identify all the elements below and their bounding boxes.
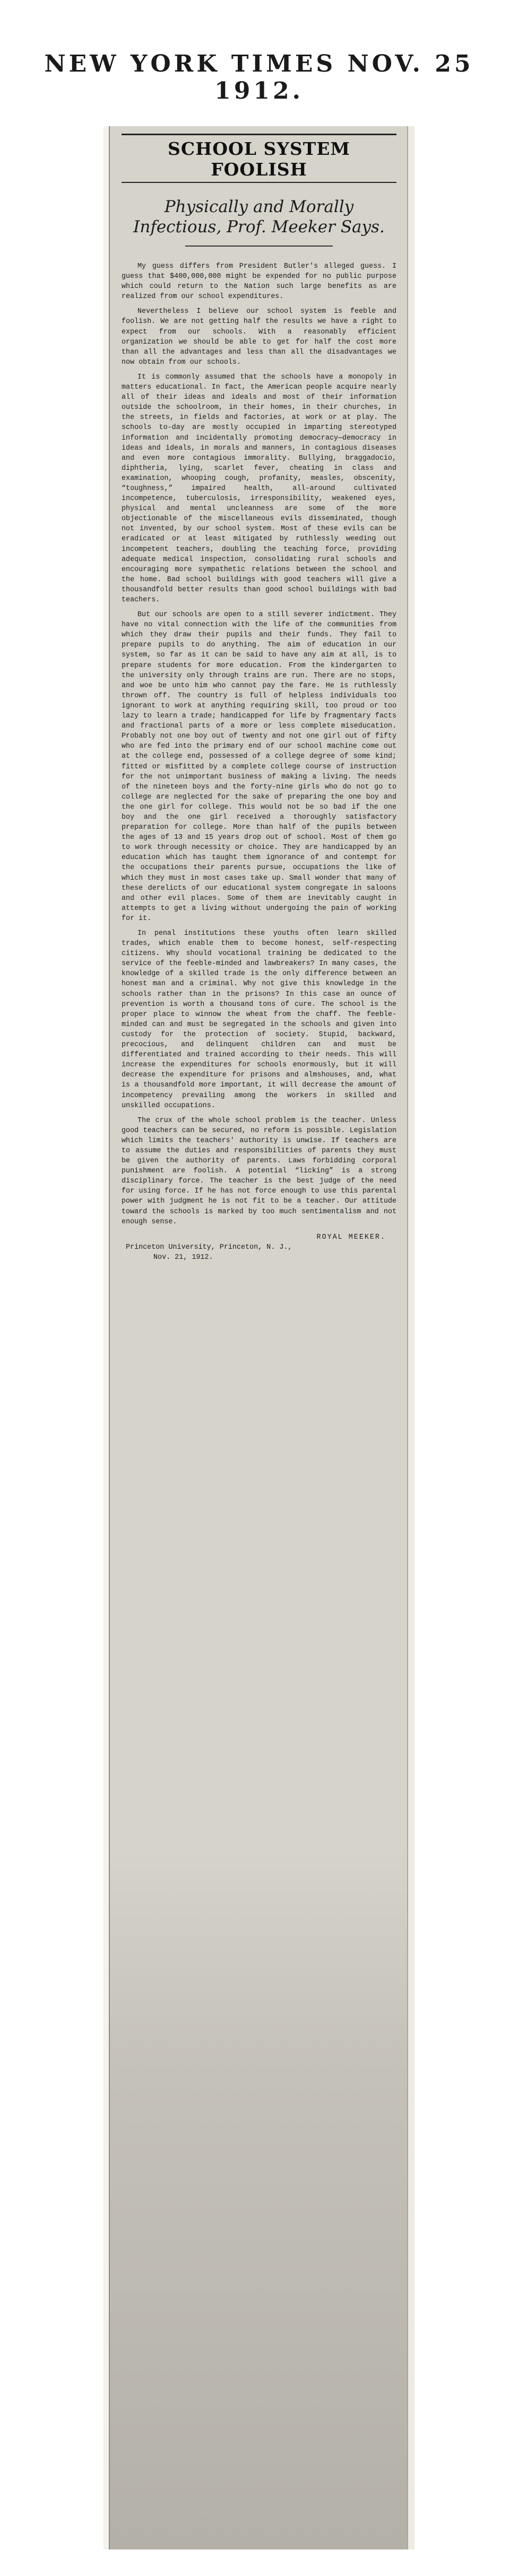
clipping-content (122, 134, 396, 2528)
paragraph: It is commonly assumed that the schools have a monopoly in matters educational. In fact, the American people acquire nearly all of their ideas and ideals and most of their information outside the schoolroom, in their homes, in their churches, in the streets, in fields and factories, at work or at play. The schools to-day are mostly occupied in imparting stereotyped information and incidentally promoting democracy—democracy in ideas and ideals, in morals and manners, in contagious diseases and even more contagious immorality. Bullying, braggadocio, diphtheria, lying, scarlet fever, cheating in class and examination, whooping cough, profanity, measles, obscenity, “toughness,” impaired health, all-around cultivated incompetence, tuberculosis, irresponsibility, weakened eyes, physical and mental uncleanness are some of the more objectionable of the miscellaneous evils disseminated, though not invented, by our school system. Most of these evils can be eradicated or at least mitigated by ruthlessly weeding out incompetent teachers, doubling the teaching force, providing adequate medical inspection, consolidating rural schools and encouraging more sympathetic relations between the school and the home. Bad school buildings with good teachers will give a thousandfold better results than good school buildings with bad teachers. (122, 373, 396, 604)
subheadline: Physically and Morally Infectious, Prof. Meeker Says. (133, 197, 385, 236)
newspaper-clipping (109, 126, 408, 2549)
article-body (122, 261, 396, 1227)
paragraph: In penal institutions these youths often learn skilled trades, which enable them to become honest, self-respecting citizens. Why should vocational training be dedicated to the service of the feeble-minded and lawbreakers? In many cases, the knowledge of a skilled trade is the only difference between an honest man and a criminal. Why not give this knowledge in the schools rather than in the prisons? In this case an ounce of prevention is worth a thousand tons of cure. The school is the proper place to winnow the wheat from the chaff. The feeble-minded can and must be segregated in the schools and given into custody for the protection of society. Stupid, backward, precocious, and delinquent children can and must be differentiated and trained according to their needs. This will increase the expenditures for schools enormously, but it will decrease the expenditure for prisons and almshouses, and, what is a thousandfold more important, it will decrease the amount of incompetency prevailing among the workers in skilled and unskilled occupations. (122, 930, 396, 1110)
paragraph: Nevertheless I believe our school system is feeble and foolish. We are not getting half the results we have a right to expect from our schools. With a reasonably efficient organization we should be able to get for half the cost more than all the advantages and less than all the disadvantages we now obtain from our schools. (122, 308, 396, 366)
paragraph: My guess differs from President Butler's alleged guess. I guess that $400,000,000 might be expended for no public purpose which could return to the Nation such large benefits as are realized from our school expenditures. (122, 262, 396, 301)
newspaper-source-date: NEW YORK TIMES NOV. 25 1912. (44, 50, 474, 104)
author-affiliation: Princeton University, Princeton, N. J., (126, 1243, 292, 1251)
headline: SCHOOL SYSTEM FOOLISH (122, 134, 396, 183)
divider-rule (185, 246, 333, 247)
paragraph: The crux of the whole school problem is the teacher. Unless good teachers can be secured, no reform is possible. Legislation which limits the teachers' authority is unwise. If teachers are to assume the duties and responsibilities of parents they must be given the authority of parents. Laws forbidding corporal punishment are foolish. A potential “licking” is a strong disciplinary force. The teacher is the best judge of the need for using force. If he has not force enough to use this parental power with judgment he is not fit to be a teacher. Our attitude toward the schools is marked by too much sentimentalism and not enough sense. (122, 1116, 396, 1226)
author-name: ROYAL MEEKER. (316, 1233, 386, 1241)
letter-date: Nov. 21, 1912. (153, 1253, 213, 1261)
signature-block (122, 1232, 396, 1263)
paragraph: But our schools are open to a still severer indictment. They have no vital connection with the life of the communities from which they draw their pupils and their funds. They fail to prepare pupils to do anything. The aim of education in our system, so far as it can be said to have any aim at all, is to prepare students for more education. From the kindergarten to the university only through trains are run. There are no stops, and woe be unto him who cannot pay the fare. He is ruthlessly thrown off. The country is full of helpless individuals too ignorant to work at anything requiring skill, too proud or too lazy to learn a trade; handicapped for life by fragmentary facts and fractional parts of a more or less complete miseducation. Probably not one boy out of twenty and not one girl out of fifty who are fed into the primary end of our school machine come out at the college end, possessed of a college degree of some kind; fitted or misfitted by a complete college course of instruction for the not unimportant business of making a living. The needs of the nineteen boys and the forty-nine girls who do not go to college are neglected for the sake of preparing the one boy and the one girl for college. This would not be so bad if the one boy and the one girl received a thoroughly satisfactory preparation for college. More than half of the pupils between the ages of 13 and 15 years drop out of school. Most of them go to work through necessity or choice. They are handicapped by an education which has taught them ignorance of and contempt for the occupations their parents pursue, occupations the like of which they must in most cases take up. Small wonder that many of these derelicts of our educational system congregate in saloons and other evil places. Some of them are inevitably caught in attempts to get a living without undergoing the pain of working for it. (122, 611, 396, 923)
